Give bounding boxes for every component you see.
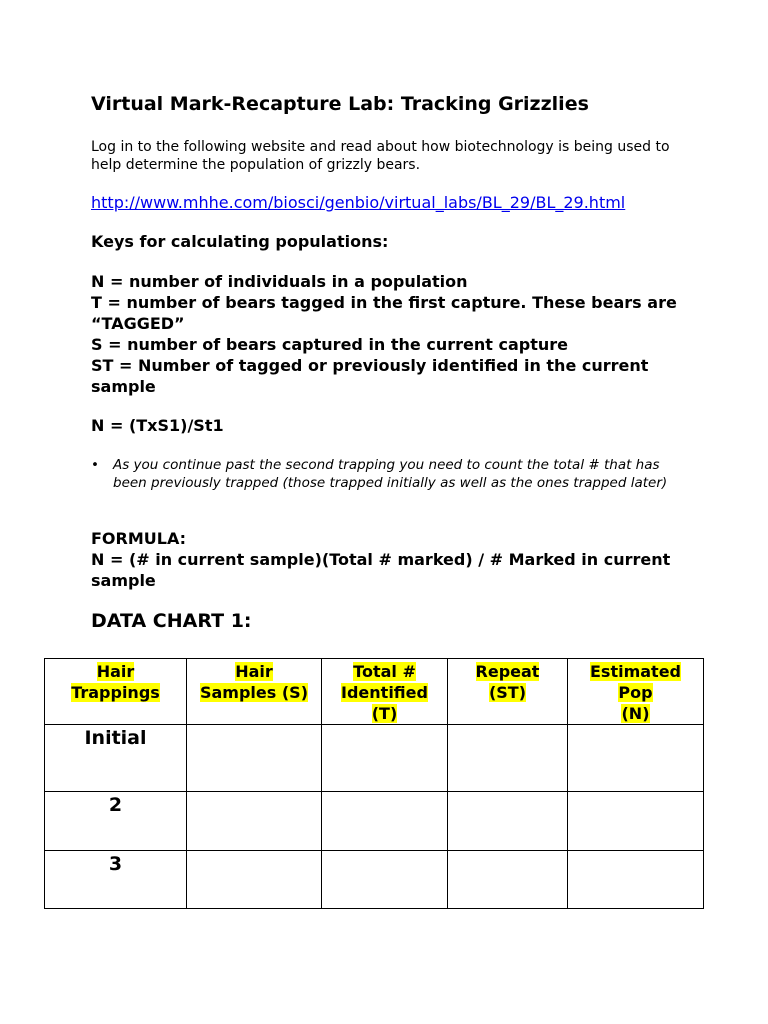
cell-samples-3[interactable] xyxy=(187,851,322,909)
bullet-note xyxy=(91,456,671,492)
header-hair-samples: Hair Samples (S) xyxy=(187,659,322,725)
header-hair-trappings: Hair Trappings xyxy=(45,659,187,725)
bullet-note-text: As you continue past the second trapping you need to count the total # that has been previously trapped (those trapped initially as well as the ones trapped later) xyxy=(113,457,668,491)
key-n: N = number of individuals in a population xyxy=(91,272,468,291)
cell-identified-initial[interactable] xyxy=(322,725,448,792)
keys-heading: Keys for calculating populations: xyxy=(91,232,389,251)
data-chart-table xyxy=(44,658,704,909)
table-row xyxy=(45,792,704,851)
header-total-identified: Total # Identified (T) xyxy=(322,659,448,725)
page-title: Virtual Mark-Recapture Lab: Tracking Grizzlies xyxy=(91,93,589,115)
intro-paragraph: Log in to the following website and read about how biotechnology is being used to help determine the population of grizzly bears. xyxy=(91,139,670,173)
keys-list xyxy=(91,271,691,397)
formula-label: FORMULA: xyxy=(91,529,187,548)
row-label-initial: Initial xyxy=(45,725,187,792)
formula-block xyxy=(91,528,691,591)
chart-heading: DATA CHART 1: xyxy=(91,610,252,632)
lab-website-link[interactable]: http://www.mhhe.com/biosci/genbio/virtual_labs/BL_29/BL_29.html xyxy=(91,193,626,212)
row-label-2: 2 xyxy=(45,792,187,851)
table-header-row xyxy=(45,659,704,725)
header-estimated-pop: Estimated Pop (N) xyxy=(568,659,704,725)
cell-estimate-3[interactable] xyxy=(568,851,704,909)
cell-repeat-2[interactable] xyxy=(448,792,568,851)
cell-identified-3[interactable] xyxy=(322,851,448,909)
key-st: ST = Number of tagged or previously identified in the current sample xyxy=(91,356,649,396)
header-repeat: Repeat (ST) xyxy=(448,659,568,725)
cell-identified-2[interactable] xyxy=(322,792,448,851)
cell-samples-initial[interactable] xyxy=(187,725,322,792)
key-s: S = number of bears captured in the current capture xyxy=(91,335,568,354)
cell-repeat-initial[interactable] xyxy=(448,725,568,792)
population-equation: N = (TxS1)/St1 xyxy=(91,416,224,435)
cell-estimate-2[interactable] xyxy=(568,792,704,851)
table-row xyxy=(45,725,704,792)
cell-samples-2[interactable] xyxy=(187,792,322,851)
cell-estimate-initial[interactable] xyxy=(568,725,704,792)
formula-text: N = (# in current sample)(Total # marked) / # Marked in current sample xyxy=(91,550,671,590)
bullet-icon: • xyxy=(91,457,99,473)
key-t: T = number of bears tagged in the first capture. These bears are “TAGGED” xyxy=(91,293,677,333)
cell-repeat-3[interactable] xyxy=(448,851,568,909)
table-row xyxy=(45,851,704,909)
row-label-3: 3 xyxy=(45,851,187,909)
